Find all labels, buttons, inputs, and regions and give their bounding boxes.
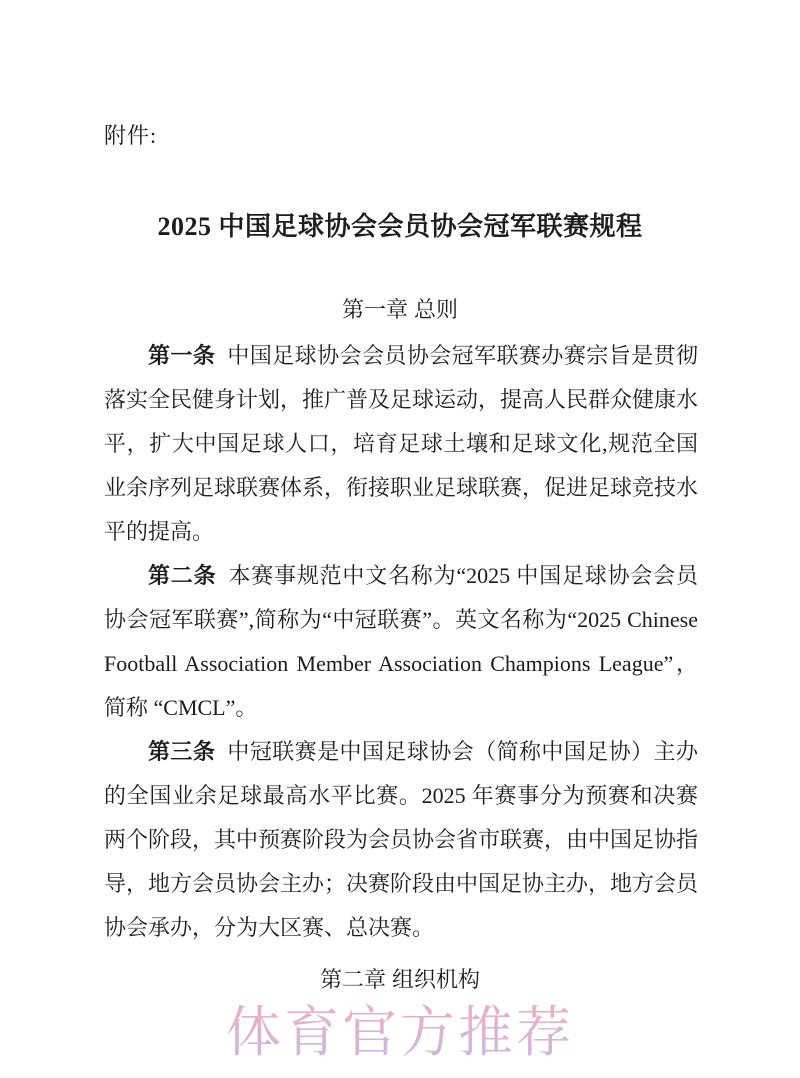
article-2-text: 本赛事规范中文名称为“2025 中国足球协会会员协会冠军联赛”,简称为“中冠联赛”。英文名称为“2025 Chinese Football Association Member Association Champions League”，简称 “CMCL”。: [104, 563, 698, 720]
article-3-label: 第三条: [148, 739, 216, 764]
document-body: [104, 334, 698, 950]
article-paragraph-3: [104, 730, 698, 950]
article-1-label: 第一条: [148, 343, 216, 368]
article-paragraph-1: [104, 334, 698, 554]
watermark-text: 体育官方推荐: [0, 997, 800, 1069]
attachment-label: 附件:: [104, 123, 158, 148]
article-3-text: 中冠联赛是中国足球协会（简称中国足协）主办的全国业余足球最高水平比赛。2025 年赛事分为预赛和决赛两个阶段，其中预赛阶段为会员协会省市联赛，由中国足协指导，地方会员协会主办；决赛阶段由中国足协主办，地方会员协会承办，分为大区赛、总决赛。: [104, 739, 699, 940]
article-2-label: 第二条: [148, 563, 217, 588]
article-paragraph-2: [104, 554, 698, 730]
document-title: 2025 中国足球协会会员协会冠军联赛规程: [157, 212, 643, 241]
chapter-heading-1: 第一章 总则: [341, 297, 459, 322]
chapter-heading-2: 第二章 组织机构: [319, 967, 481, 992]
article-1-text: 中国足球协会会员协会冠军联赛办赛宗旨是贯彻落实全民健身计划，推广普及足球运动，提高人民群众健康水平，扩大中国足球人口，培育足球土壤和足球文化,规范全国业余序列足球联赛体系，衔接职业足球联赛，促进足球竞技水平的提高。: [104, 343, 699, 544]
